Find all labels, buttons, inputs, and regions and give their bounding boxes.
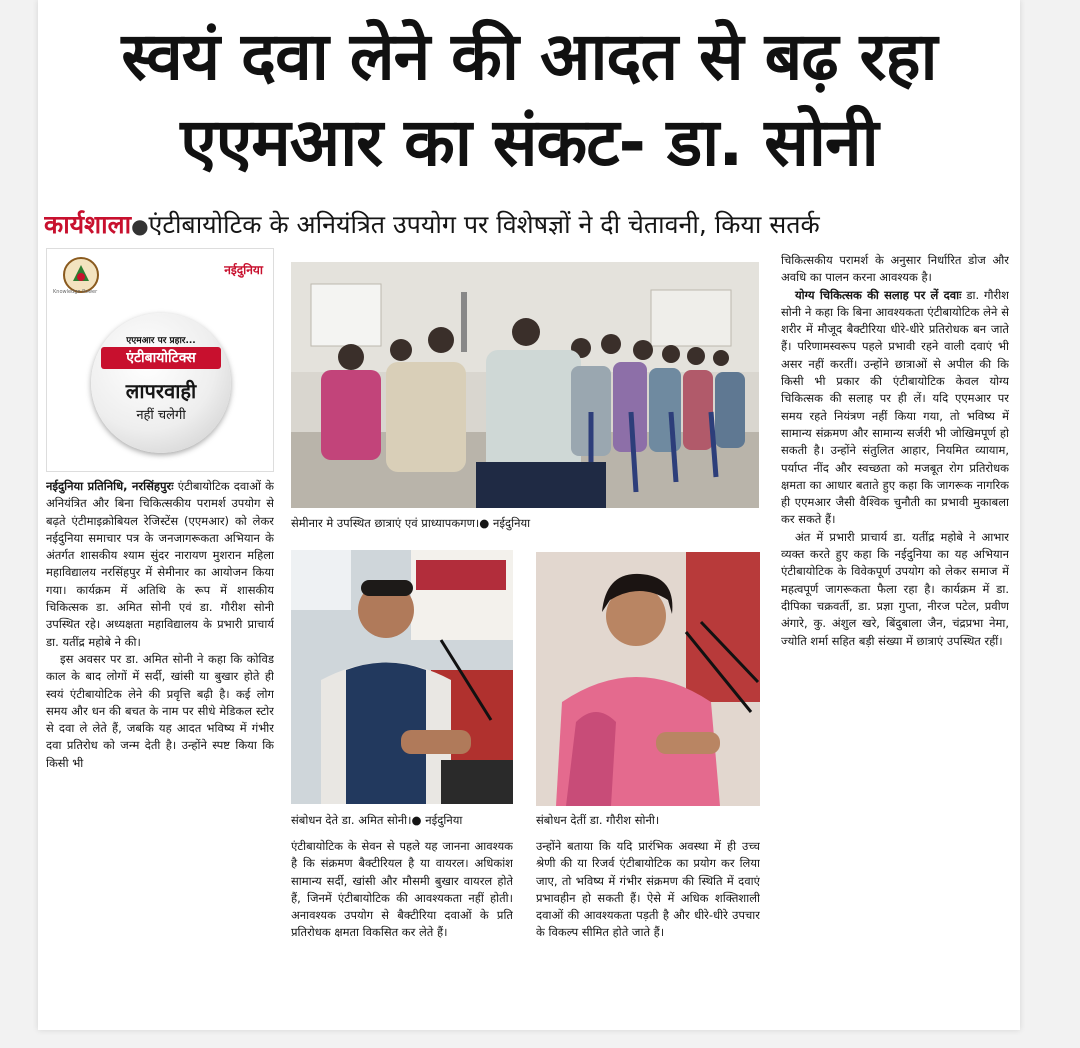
- headline: [38, 14, 1020, 186]
- col3-paragraph-1: उन्होंने बताया कि यदि प्रारंभिक अवस्था में ही उच्च श्रेणी की या रिजर्व एंटीबायोटिक का प्रयोग कर लिया जाए, तो भविष्य में गंभीर संक्रमण की स्थिति में दवाएं प्रभावहीन हो सकती हैं। ऐसे में अधिक शक्तिशाली दवाओं की आवश्यकता पड़ती है और धीरे-धीरे उपचार के विकल्प सीमित होते जाते हैं।: [536, 839, 760, 940]
- seminar-audience-photo: [291, 262, 759, 508]
- col4-paragraph-1: चिकित्सकीय परामर्श के अनुसार निर्धारित डोज और अवधि का पालन करना आवश्यक है।: [781, 253, 1009, 285]
- headline-line-2: एएमआर का संकट- डा. सोनी: [180, 104, 878, 181]
- byline: नईदुनिया प्रतिनिधि, नरसिंहपुरः: [46, 479, 174, 493]
- campaign-badge: [91, 313, 231, 453]
- col4-paragraph-2: डा. गौरीश सोनी ने कहा कि बिना आवश्यकता एंटीबायोटिक लेने से शरीर में मौजूद बैक्टीरिया धीरे-धीरे प्रतिरोधक बन जाते हैं। परिणामस्वरूप पहले प्रभावी रहने वाली दवाएं भी असर नहीं करतीं। उन्होंने छात्राओं से अपील की कि किसी भी प्रकार की एंटीबायोटिक केवल योग्य चिकित्सक की सलाह पर ही लें। यदि एएमआर पर समय रहते नियंत्रण नहीं किया गया, तो भविष्य में सामान्य संक्रमण और सामान्य सर्जरी भी जोखिमपूर्ण हो सकती है। उन्होंने संतुलित आहार, नियमित व्यायाम, पर्याप्त नींद और स्वच्छता को मजबूत रोग प्रतिरोधक क्षमता का आधार बताते हुए कहा कि जागरूक नागरिक ही एएमआर जैसी वैश्विक चुनौती का प्रभावी मुकाबला कर सकते हैं।: [781, 287, 1009, 527]
- audience-photo-illustration: [291, 262, 759, 508]
- campaign-line-1: एएमआर पर प्रहार...: [126, 336, 196, 346]
- col1-paragraph-2: इस अवसर पर डा. अमित सोनी ने कहा कि कोविड काल के बाद लोगों में सर्दी, खांसी या बुखार होते ही स्वयं एंटीबायोटिक लेने की प्रवृत्ति बढ़ी है। कई लोग समय और धन की बचत के नाम पर सीधे मेडिकल स्टोर से दवा ले लेते हैं, जबकि यह आदत भविष्य में गंभीर दवा प्रतिरोध को जन्म देती है। उन्होंने स्पष्ट किया कि किसी भी: [46, 651, 274, 770]
- col4-subheading: योग्य चिकित्सक की सलाह पर लें दवाः: [795, 287, 962, 302]
- subheadline: [44, 205, 1014, 245]
- article-column-3: [536, 838, 760, 1023]
- amit-soni-photo: [291, 550, 513, 804]
- brand-logo: नईदुनिया: [224, 263, 263, 277]
- emblem-caption: Knowledge Power: [53, 289, 98, 295]
- subheadline-text: एंटीबायोटिक के अनियंत्रित उपयोग पर विशेषज्ञों ने दी चेतावनी, किया सतर्क: [148, 210, 820, 239]
- photo3-caption: संबोधन देतीं डा. गौरीश सोनी।: [536, 813, 660, 827]
- bullet-icon: ●: [131, 214, 149, 238]
- article-column-1: [46, 478, 274, 1023]
- newspaper-page: [38, 0, 1020, 1030]
- campaign-line-3: लापरवाही: [125, 379, 197, 403]
- gaurish-soni-photo: [536, 552, 760, 806]
- col1-paragraph-1: एंटीबायोटिक दवाओं के अनियंत्रित और बिना चिकित्सकीय परामर्श उपयोग से बढ़ते एंटीमाइक्रोबियल रेजिस्टेंस (एएमआर) को लेकर नईदुनिया समाचार पत्र के जनजागरूकता अभियान के अंतर्गत शासकीय श्याम सुंदर नारायण मुशरान महिला महाविद्यालय नरसिंहपुर में सेमीनार का आयोजन किया गया। कार्यक्रम में अतिथि के रूप में शासकीय चिकित्सक डा. अमित सोनी एवं डा. गौरीश सोनी उपस्थित रहे। अध्यक्षता महाविद्यालय के प्रभारी प्राचार्य डा. यतींद्र महोबे ने की।: [46, 479, 274, 649]
- speaker-male-illustration: [291, 550, 513, 804]
- photo2-caption: संबोधन देते डा. अमित सोनी।● नईदुनिया: [291, 813, 463, 827]
- article-column-2: [291, 838, 513, 1023]
- campaign-line-4: नहीं चलेगी: [136, 408, 186, 423]
- campaign-line-2: एंटीबायोटिक्स: [101, 347, 221, 369]
- speaker-female-illustration: [536, 552, 760, 806]
- campaign-logo-box: [46, 248, 274, 472]
- headline-line-1: स्वयं दवा लेने की आदत से बढ़ रहा: [121, 18, 937, 95]
- article-column-4: [781, 252, 1009, 1024]
- photo1-caption: सेमीनार मे उपस्थित छात्राएं एवं प्राध्यापकगण।● नईदुनिया: [291, 516, 531, 530]
- col4-paragraph-3: अंत में प्रभारी प्राचार्य डा. यतींद्र महोबे ने आभार व्यक्त करते हुए कहा कि नईदुनिया का यह अभियान एंटीबायोटिक के विवेकपूर्ण उपयोग को लेकर समाज में महत्वपूर्ण जागरूकता फैला रहा है। कार्यक्रम में डा. दीपिका चक्रवर्ती, डा. प्रज्ञा गुप्ता, नीरज पटेल, प्रवीण अंगारे, कु. अंशुल खरे, बिंदुबाला जैन, चंद्रप्रभा नेमा, ज्योति शर्मा सहित बड़ी संख्या में छात्राएं उपस्थित रहीं।: [781, 529, 1009, 648]
- section-tag: कार्यशाला: [44, 210, 132, 239]
- col2-paragraph-1: एंटीबायोटिक के सेवन से पहले यह जानना आवश्यक है कि संक्रमण बैक्टीरियल है या वायरल। अधिकांश सामान्य सर्दी, खांसी और मौसमी बुखार वायरल होते हैं, जिनमें एंटीबायोटिक की आवश्यकता नहीं होती। अनावश्यक उपयोग से बैक्टीरिया दवाओं के प्रति प्रतिरोधक क्षमता विकसित कर लेते हैं।: [291, 839, 513, 940]
